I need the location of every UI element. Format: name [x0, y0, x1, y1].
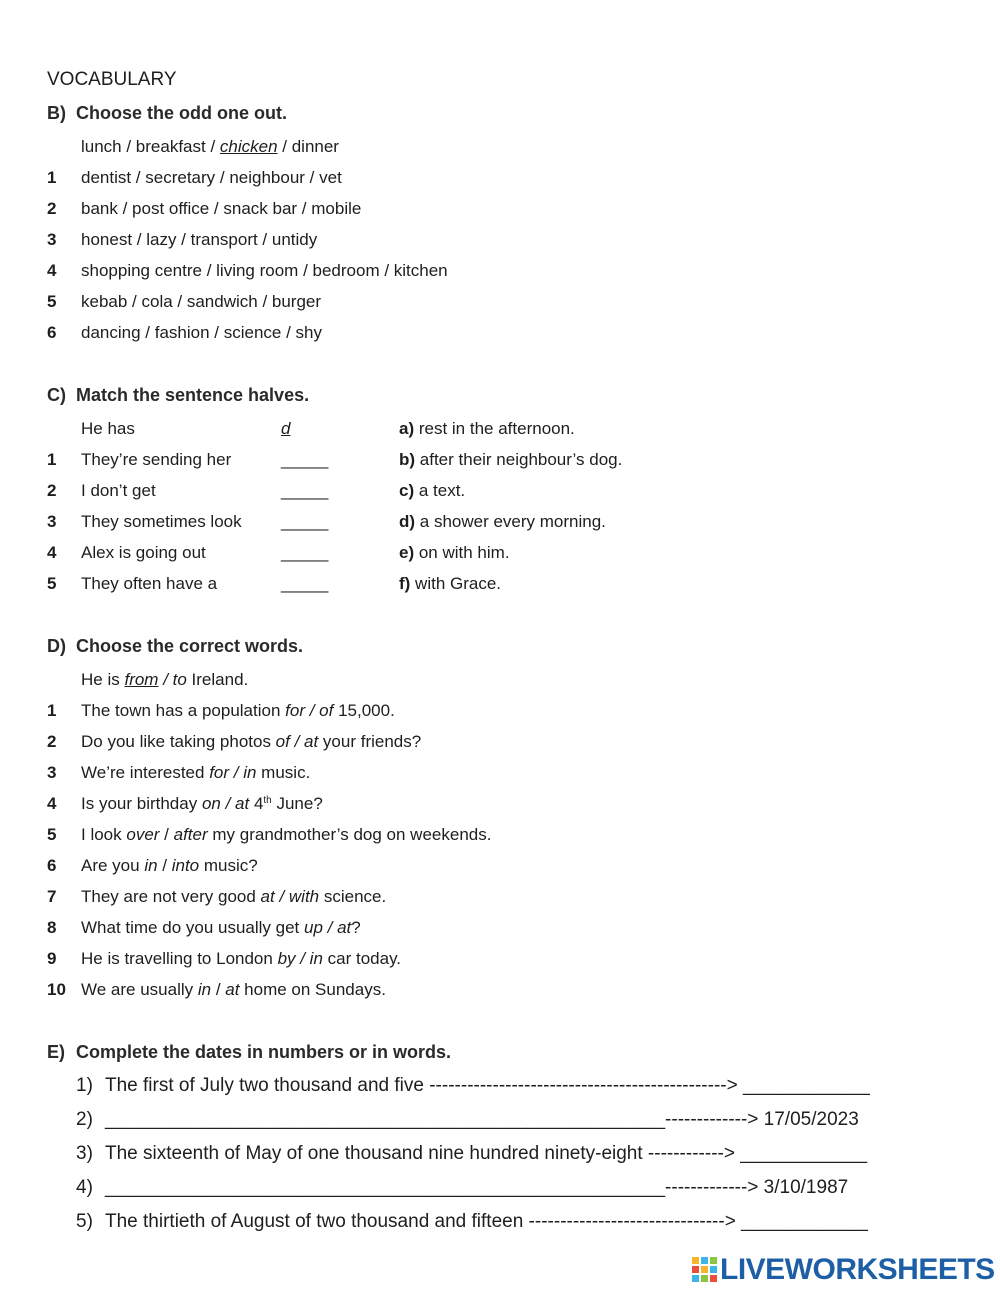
sentence-ending — [399, 573, 501, 595]
list-item[interactable] — [76, 1108, 859, 1132]
word-choice[interactable]: for / in — [209, 763, 257, 782]
sentence-start: They sometimes look — [81, 512, 242, 531]
section-e-title: Complete the dates in numbers or in words. — [76, 1042, 452, 1062]
item-number: 3) — [76, 1143, 93, 1164]
item-number: 5) — [76, 1211, 93, 1232]
word-choice[interactable]: for / of — [285, 701, 334, 720]
page-title: VOCABULARY — [47, 69, 177, 90]
sentence-ending — [399, 449, 622, 471]
item-text: bank / post office / snack bar / mobile — [81, 199, 362, 218]
item-number: 8 — [47, 918, 57, 937]
item-number: 1) — [76, 1075, 93, 1096]
item-number: 7 — [47, 887, 57, 906]
sentence-ending — [399, 542, 510, 564]
item-number: 1 — [47, 701, 57, 720]
example-post: / dinner — [277, 137, 339, 156]
word-choice[interactable]: after — [173, 825, 208, 844]
word-choice[interactable]: by / in — [277, 949, 323, 968]
item-number: 6 — [47, 323, 57, 342]
option-letter: f) — [399, 574, 411, 593]
item-number: 4 — [47, 261, 57, 280]
sentence-start: I don’t get — [81, 481, 156, 500]
logo-text: LIVEWORKSHEETS — [720, 1253, 995, 1286]
answer-blank[interactable]: _____ — [281, 574, 329, 593]
word-choice[interactable]: in — [144, 856, 158, 875]
item-text: We are usually in / at home on Sundays. — [81, 980, 386, 999]
item-text: shopping centre / living room / bedroom / kitchen — [81, 261, 448, 280]
word-choice[interactable]: on / at — [201, 794, 250, 813]
word-choice[interactable]: over — [126, 825, 160, 844]
item-text: Are you in / into music? — [81, 856, 258, 875]
word-choice[interactable]: of / at — [275, 732, 319, 751]
item-number: 3 — [47, 230, 57, 249]
item-number: 5 — [47, 574, 57, 593]
example-answer: chicken — [219, 137, 278, 156]
option-text: rest in the afternoon. — [414, 419, 575, 438]
item-number: 1 — [47, 450, 57, 469]
section-d-title: Choose the correct words. — [76, 636, 304, 656]
section-b-heading — [47, 103, 287, 124]
section-b-title: Choose the odd one out. — [76, 103, 287, 123]
answer-blank[interactable]: _____ — [281, 512, 329, 531]
item-text: dancing / fashion / science / shy — [81, 323, 322, 342]
option-letter: a) — [399, 419, 415, 438]
word-choice[interactable]: at / with — [260, 887, 320, 906]
word-choice[interactable]: at — [225, 980, 240, 999]
item-text: The town has a population for / of 15,000. — [81, 701, 395, 720]
example-answer: from — [124, 670, 159, 689]
ordinal-suffix: th — [263, 795, 272, 806]
example-answer: d — [281, 419, 291, 438]
example-pre: lunch / breakfast / — [81, 137, 220, 156]
option-text: with Grace. — [410, 574, 502, 593]
item-number: 5 — [47, 825, 57, 844]
item-number: 6 — [47, 856, 57, 875]
item-number: 3 — [47, 512, 57, 531]
option-text: after their neighbour’s dog. — [415, 450, 623, 469]
option-text: on with him. — [414, 543, 510, 562]
option-letter: c) — [399, 481, 415, 500]
liveworksheets-logo — [690, 1252, 995, 1288]
answer-blank[interactable]: _____ — [281, 450, 329, 469]
sentence-start: He has — [81, 419, 135, 438]
item-number: 10 — [47, 980, 66, 999]
section-b-letter: B) — [47, 103, 66, 123]
list-item[interactable] — [76, 1210, 868, 1234]
option-text: a text. — [414, 481, 466, 500]
item-number: 2 — [47, 732, 57, 751]
item-number: 4) — [76, 1177, 93, 1198]
section-d-letter: D) — [47, 636, 66, 656]
word-choice[interactable]: up / at — [304, 918, 352, 937]
date-line: The thirtieth of August of two thousand and fifteen -------------------------------> ____________ — [105, 1211, 868, 1232]
example-alternative: / to — [158, 670, 187, 689]
date-line: The first of July two thousand and five -----------------------------------------------> ____________ — [105, 1075, 870, 1096]
sentence-start: They’re sending her — [81, 450, 232, 469]
section-e-letter: E) — [47, 1042, 65, 1062]
section-d-heading — [47, 636, 303, 657]
item-number: 2) — [76, 1109, 93, 1130]
item-text: I look over / after my grandmother’s dog on weekends. — [81, 825, 492, 844]
word-choice[interactable]: in — [197, 980, 212, 999]
item-number: 4 — [47, 543, 57, 562]
date-line: _____________________________________________________-------------> 3/10/1987 — [105, 1177, 849, 1198]
example-post: Ireland. — [186, 670, 249, 689]
option-letter: e) — [399, 543, 415, 562]
sentence-start: Alex is going out — [81, 543, 206, 562]
list-item[interactable] — [76, 1176, 848, 1200]
item-text: Is your birthday on / at 4th June? — [81, 794, 323, 813]
date-line: The sixteenth of May of one thousand nine hundred ninety-eight ------------> ____________ — [105, 1143, 868, 1164]
answer-blank — [281, 418, 290, 440]
option-letter: d) — [399, 512, 416, 531]
item-number: 4 — [47, 794, 57, 813]
item-text: What time do you usually get up / at? — [81, 918, 361, 937]
item-text: dentist / secretary / neighbour / vet — [81, 168, 342, 187]
item-text: honest / lazy / transport / untidy — [81, 230, 318, 249]
section-c-title: Match the sentence halves. — [76, 385, 310, 405]
list-item[interactable] — [76, 1142, 867, 1166]
section-c-heading — [47, 385, 309, 406]
example-text — [81, 669, 248, 691]
date-line: _____________________________________________________-------------> 17/05/2023 — [105, 1109, 859, 1130]
item-number: 5 — [47, 292, 57, 311]
item-number: 2 — [47, 199, 57, 218]
list-item[interactable] — [76, 1074, 870, 1098]
section-c-letter: C) — [47, 385, 66, 405]
item-number: 9 — [47, 949, 57, 968]
sentence-ending — [399, 480, 465, 502]
section-e-heading — [47, 1042, 451, 1063]
sentence-ending — [399, 418, 575, 440]
item-text: He is travelling to London by / in car today. — [81, 949, 402, 968]
item-text: kebab / cola / sandwich / burger — [81, 292, 322, 311]
item-text: They are not very good at / with science. — [81, 887, 387, 906]
option-letter: b) — [399, 450, 416, 469]
option-text: a shower every morning. — [415, 512, 606, 531]
item-text: We’re interested for / in music. — [81, 763, 311, 782]
sentence-start: They often have a — [81, 574, 218, 593]
word-choice[interactable]: into — [171, 856, 200, 875]
example-pre: He is — [81, 670, 125, 689]
example-text — [81, 136, 339, 158]
item-text: Do you like taking photos of / at your friends? — [81, 732, 422, 751]
item-number: 2 — [47, 481, 57, 500]
answer-blank[interactable]: _____ — [281, 543, 329, 562]
logo-blocks-icon — [692, 1257, 718, 1283]
item-number: 3 — [47, 763, 57, 782]
item-number: 1 — [47, 168, 57, 187]
answer-blank[interactable]: _____ — [281, 481, 329, 500]
sentence-ending — [399, 511, 606, 533]
